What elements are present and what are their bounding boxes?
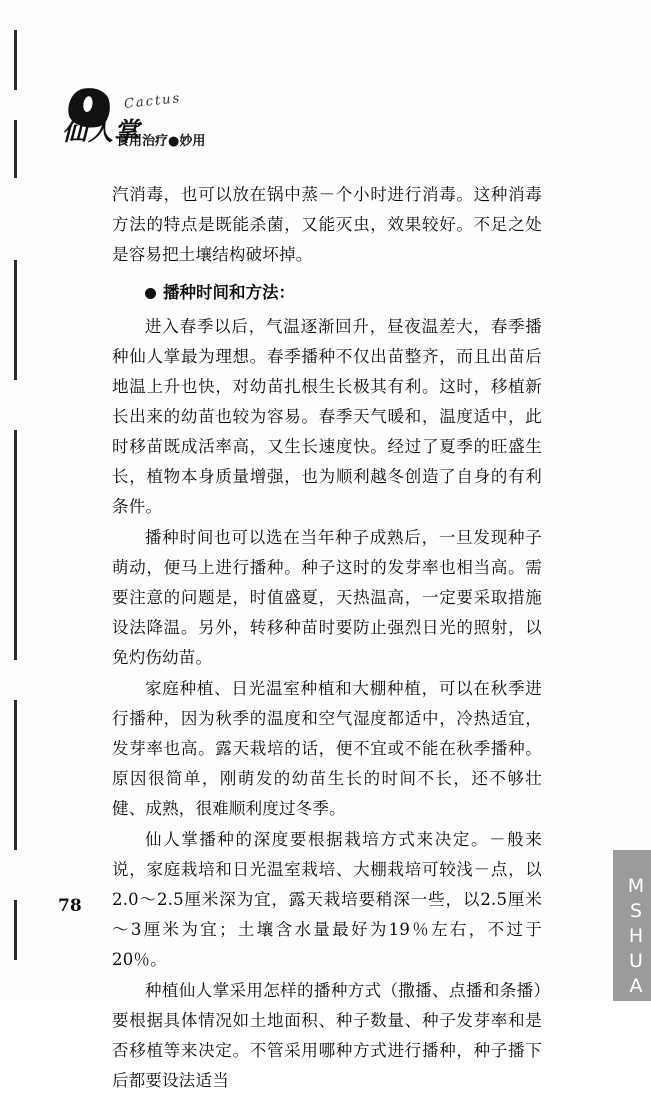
scan-binding-mark	[14, 900, 17, 960]
page-number: 78	[58, 896, 82, 916]
section-bullet-heading	[112, 280, 542, 306]
bullet-dot-icon	[145, 288, 156, 299]
logo-subtitle: 食用治疗●妙用	[116, 134, 206, 149]
book-header-logo	[62, 86, 247, 158]
scan-binding-mark	[14, 430, 17, 660]
paragraph: 种植仙人掌采用怎样的播种方式（撒播、点播和条播）要根据具体情况如土地面积、种子数量、种子发芽率和是否移植等来决定。不管采用哪种方式进行播种，种子播下后都要设法适当	[112, 981, 542, 1090]
scan-binding-mark	[14, 700, 17, 850]
scan-binding-mark	[14, 120, 17, 178]
paragraph: 播种时间也可以选在当年种子成熟后，一旦发现种子萌动，便马上进行播种。种子这时的发芽率也相当高。需要注意的问题是，时值盛夏，天热温高，一定要采取措施设法降温。另外，转移种苗时要防止强烈日光的照射，以免灼伤幼苗。	[112, 528, 542, 667]
paragraph: 汽消毒，也可以放在锅中蒸－个小时进行消毒。这种消毒方法的特点是既能杀菌，又能灭虫，效果较好。不足之处是容易把土壤结构破坏掉。	[112, 185, 542, 264]
logo-title-chinese: 仙人掌	[62, 117, 141, 146]
body-text-column	[112, 180, 542, 1097]
paragraph: 进入春季以后，气温逐渐回升，昼夜温差大，春季播种仙人掌最为理想。春季播种不仅出苗整齐，而且出苗后地温上升也快，对幼苗扎根生长极其有利。这时，移植新长出来的幼苗也较为容易。春季天气暖和，温度适中，此时移苗既成活率高，又生长速度快。经过了夏季的旺盛生长，植物本身质量增强，也为顺利越冬创造了自身的有利条件。	[112, 317, 542, 516]
paragraph: 家庭种植、日光温室种植和大棚种植，可以在秋季进行播种，因为秋季的温度和空气湿度都适中，冷热适宜，发芽率也高。露天栽培的话，便不宜或不能在秋季播种。原因很简单，刚萌发的幼苗生长的时间不长，还不够壮健、成熟，很难顺利度过冬季。	[112, 679, 542, 818]
scan-binding-mark	[14, 30, 17, 90]
logo-script-text: Cactus	[123, 91, 182, 112]
section-heading-label: 播种时间和方法：	[163, 283, 295, 302]
side-watermark-text: MSHUA	[625, 875, 647, 1000]
paragraph: 仙人掌播种的深度要根据栽培方式来决定。－般来说，家庭栽培和日光温室栽培、大棚栽培可较浅－点，以2.0～2.5厘米深为宜，露天栽培要稍深一些，以2.5厘米～3厘米为宜；土壤含水量最好为19％左右，不过于20％。	[112, 830, 542, 969]
scan-binding-mark	[14, 260, 17, 380]
